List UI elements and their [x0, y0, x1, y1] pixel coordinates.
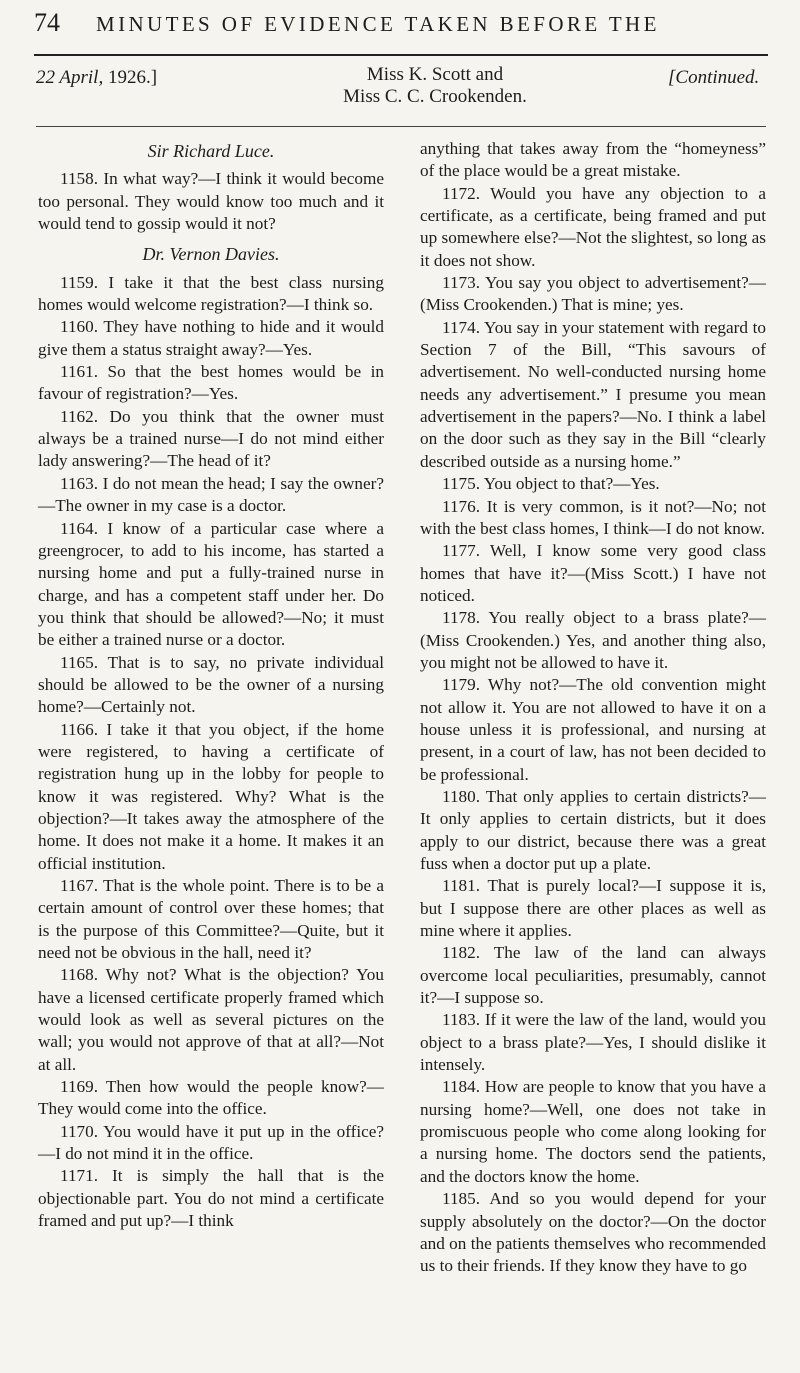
evidence-paragraph: 1174. You say in your statement with regard to Section 7 of the Bill, “This savours of advertisement. No well-conducted nursing home needs any advertisement.” I presume you mean advertisement in the papers?—No. I think a label on the door such as they say in the Bill “clearly described outside as a nursing home.”: [420, 317, 766, 471]
evidence-paragraph: 1180. That only applies to certain districts?—It only applies to certain districts, but it does apply to our district, because there was a great fuss when a doctor put up a plate.: [420, 786, 766, 873]
evidence-paragraph: 1181. That is purely local?—I suppose it is, but I suppose there are other places as well as mine where it applies.: [420, 876, 766, 941]
speaker-heading: Dr. Vernon Davies.: [142, 244, 280, 265]
page-number: 74: [34, 8, 60, 37]
evidence-paragraph: 1162. Do you think that the owner must always be a trained nurse—I do not mind either lady answering?—The head of it?: [38, 406, 384, 471]
evidence-paragraph: 1172. Would you have any objection to a certificate, as a certificate, being framed and put up somewhere else?—Not the slightest, so long as it does not show.: [420, 183, 766, 270]
evidence-paragraph: 1183. If it were the law of the land, would you object to a brass plate?—Yes, I should dislike it intensely.: [420, 1010, 766, 1075]
session-date-year: 1926.]: [107, 67, 158, 88]
evidence-paragraph: 1178. You really object to a brass plate?—(Miss Crookenden.) Yes, and another thing also, you might not be allowed to have it.: [420, 608, 766, 672]
evidence-paragraph: 1165. That is to say, no private individual should be allowed to be the owner of a nursing home?—Certainly not.: [38, 652, 384, 717]
session-date: [36, 67, 157, 89]
evidence-paragraph: 1163. I do not mean the head; I say the owner?—The owner in my case is a doctor.: [38, 473, 384, 516]
evidence-paragraph: 1166. I take it that you object, if the home were registered, to having a certificate of registration hung up in the lobby for people to know it was registered. Why? What is the objection?—It takes away the atmosphere of the home. It does not make it a home. It makes it an official institution.: [38, 719, 384, 873]
evidence-paragraph: 1170. You would have it put up in the office?—I do not mind it in the office.: [38, 1121, 384, 1164]
evidence-paragraph: 1164. I know of a particular case where a greengrocer, to add to his income, has started a nursing home and put a fully-trained nurse in charge, and has a competent staff under her. Do you think that should be allowed?—No; it must be either a trained nurse or a doctor.: [38, 518, 384, 650]
speaker-heading: Sir Richard Luce.: [147, 141, 275, 161]
evidence-paragraph: 1177. Well, I know some very good class homes that have it?—(Miss Scott.) I have not noticed.: [420, 541, 766, 605]
witness-line-2: Miss C. C. Crookenden.: [343, 86, 527, 107]
evidence-paragraph: 1179. Why not?—The old convention might not allow it. You are not allowed to have it on a house unless it is professional, and nursing at present, in a court of law, has not been decided to be professional.: [420, 675, 766, 784]
evidence-paragraph: 1169. Then how would the people know?—They would come into the office.: [38, 1077, 384, 1119]
evidence-paragraph: 1182. The law of the land can always overcome local peculiarities, presumably, cannot it?—I suppose so.: [420, 943, 766, 1008]
evidence-paragraph: 1173. You say you object to advertisement?—(Miss Crookenden.) That is mine; yes.: [420, 273, 766, 315]
evidence-paragraph: 1159. I take it that the best class nursing homes would welcome registration?—I think so.: [38, 272, 384, 315]
evidence-paragraph: anything that takes away from the “homeyness” of the place would be a great mistake.: [420, 139, 766, 181]
session-date-day: 22 April,: [36, 67, 104, 88]
evidence-paragraph: 1185. And so you would depend for your supply absolutely on the doctor?—On the doctor and on the patients themselves who recommended us to their friends. If they know they have to go: [420, 1189, 766, 1276]
evidence-paragraph: 1161. So that the best homes would be in favour of registration?—Yes.: [38, 362, 384, 404]
evidence-paragraph: 1158. In what way?—I think it would become too personal. They would know too much and it would tend to gossip would it not?: [38, 169, 384, 234]
header-rule: [34, 54, 768, 56]
evidence-paragraph: 1175. You object to that?—Yes.: [442, 474, 660, 494]
left-column: [38, 138, 384, 1233]
evidence-paragraph: 1168. Why not? What is the objection? You have a licensed certificate properly framed which would look as well as several pictures on the wall; you would not approve of that at all?—Not at all.: [38, 965, 384, 1074]
subheader-rule: [36, 126, 766, 127]
evidence-paragraph: 1160. They have nothing to hide and it would give them a status straight away?—Yes.: [38, 317, 384, 359]
witness-names: [270, 64, 600, 108]
witness-line-1: Miss K. Scott and: [366, 64, 504, 85]
evidence-paragraph: 1184. How are people to know that you have a nursing home?—Well, one does not take in promiscuous people who come along looking for a nursing home. The doctors send the patients, and the doctors know the home.: [420, 1077, 766, 1186]
evidence-paragraph: 1167. That is the whole point. There is to be a certain amount of control over these homes; that is the purpose of this Committee?—Quite, but it need not be obvious in the hall, need it?: [38, 876, 384, 963]
evidence-paragraph: 1171. It is simply the hall that is the objectionable part. You do not mind a certificate framed and put up?—I think: [38, 1166, 384, 1231]
running-title: MINUTES OF EVIDENCE TAKEN BEFORE THE: [96, 12, 660, 36]
evidence-paragraph: 1176. It is very common, is it not?—No; not with the best class homes, I think—I do not know.: [420, 496, 766, 538]
right-column: [420, 138, 766, 1278]
running-head: [34, 2, 774, 48]
continued-label: [Continued.: [668, 67, 760, 88]
